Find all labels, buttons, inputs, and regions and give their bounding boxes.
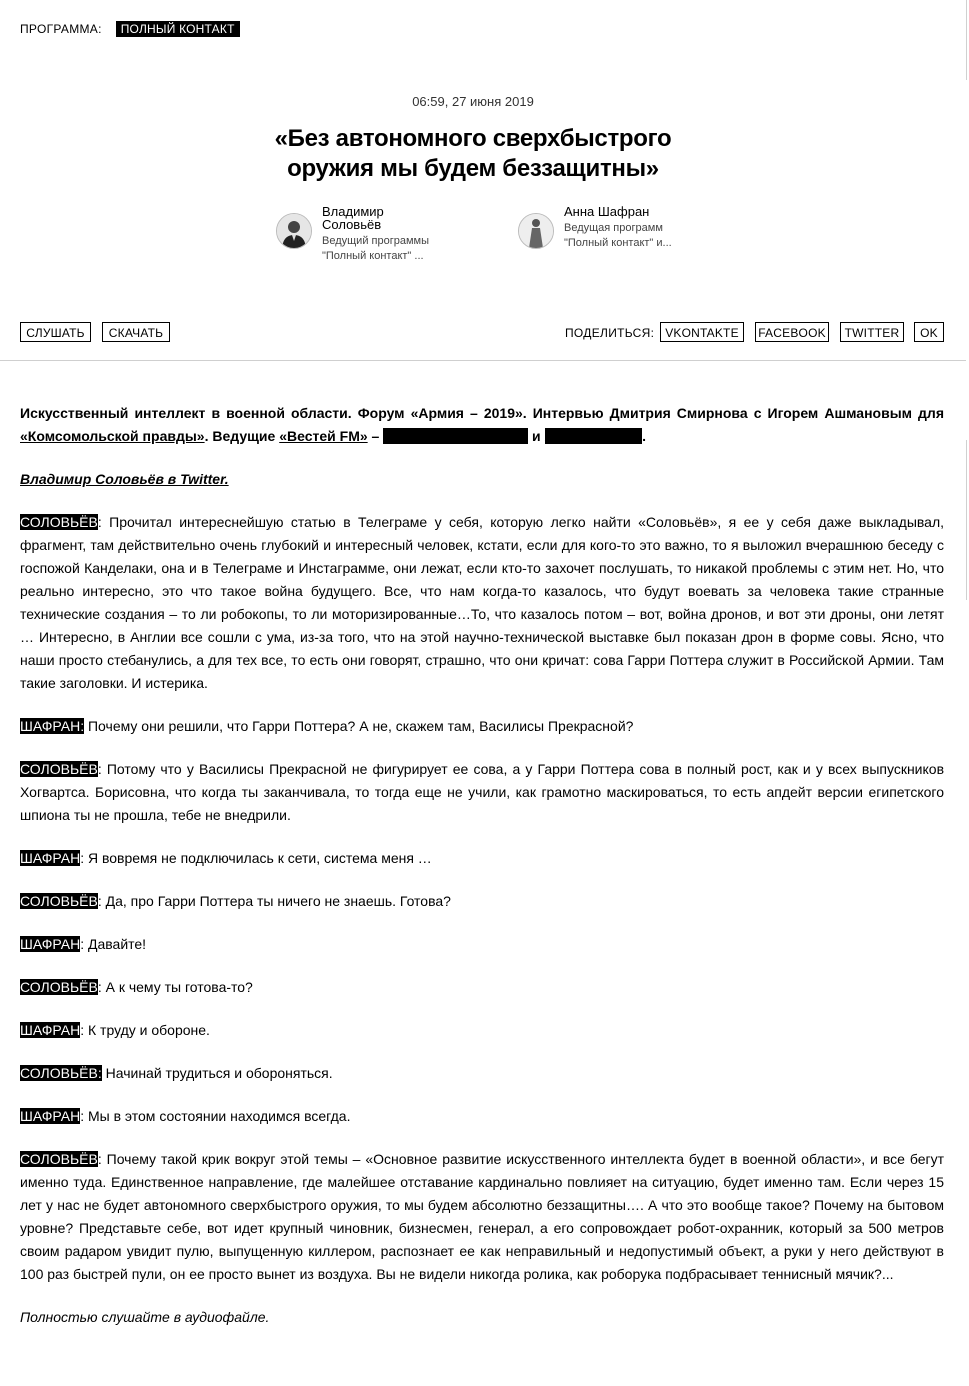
speaker-label: ШАФРАН [20, 936, 81, 952]
speaker-label: СОЛОВЬЁВ [20, 893, 98, 909]
twitter-paragraph [20, 468, 944, 491]
dialogue-paragraph [20, 758, 944, 827]
portrait-avatar-icon [518, 213, 554, 249]
speaker-separator: : [80, 936, 88, 952]
speaker-separator: : [97, 979, 106, 995]
dialogue-text: Почему они решили, что Гарри Поттера? А не, скажем там, Василисы Прекрасной? [87, 718, 634, 734]
program-name-link[interactable]: ПОЛНЫЙ КОНТАКТ [116, 21, 240, 37]
speaker-separator: : [97, 893, 106, 909]
page-edge-line [966, 440, 967, 600]
dialogue-list [20, 511, 944, 1286]
dialogue-text: А к чему ты готова-то? [105, 979, 253, 995]
author-name[interactable]: Анна Шафран [564, 204, 650, 219]
dialogue-paragraph [20, 890, 944, 913]
speaker-label: ШАФРАН [20, 1108, 81, 1124]
share-facebook-button[interactable]: FACEBOOK [755, 322, 829, 342]
dialogue-text: Да, про Гарри Поттера ты ничего не знаешь. Готова? [105, 893, 451, 909]
article-title [190, 124, 756, 184]
article-lead: Искусственный интеллект в военной области. Форум «Армия – 2019». Интервью Дмитрия Смирнова с Игорем Ашмановым для «Комсомольской правды». Ведущие «Вестей FM» – Владимир Соловьёв и Анна Шафран. [20, 405, 944, 444]
kp-link[interactable]: «Комсомольской правды» [20, 428, 205, 444]
speaker-label: СОЛОВЬЁВ [20, 514, 98, 530]
speaker-separator: : [97, 1151, 107, 1167]
dialogue-text: Начинай трудиться и обороняться. [105, 1065, 333, 1081]
speaker-separator: : [80, 1108, 88, 1124]
dialogue-paragraph [20, 847, 944, 870]
dialogue-text: Давайте! [87, 936, 147, 952]
share-twitter-button[interactable]: TWITTER [840, 322, 904, 342]
speaker-label: ШАФРАН: [20, 718, 85, 734]
speaker-label: ШАФРАН [20, 850, 81, 866]
article-title-line: «Без автономного сверхбыстрого [274, 125, 672, 152]
author-role: Ведущая программ "Полный контакт" и... [564, 222, 672, 249]
dialogue-paragraph [20, 715, 944, 738]
dialogue-text: Прочитал интереснейшую статью в Телеграме у себя, которую легко найти «Соловьёв», я ее у себя даже выкладывал, фрагмент, там действительно очень глубокий и интересный человек, кстати, если для кого-то это важно, то я выложил вчерашнюю беседу с госпожой Канделаки, она и в Телеграме и Инстаграмме, они лежат, если кто-то захочет послушать, то никакой проблемы с этим нет. Но, что реально интересно, это что такое война будущего. Все, что нам когда-то казалось, что будут воевать за человека такие странные технические создания – то ли робокопы, то ли моторизированные…То, что казалось потом – вот, война дронов, и вот эти дроны, они летят … Интересно, в Англии все сошли с ума, из-за того, что на этой научно-технической выставке был показан дрон в форме совы. Ясно, что наши просто стебанулись, а для тех все, то есть они говорят, страшно, что они кричат: сова Гарри Поттера служит в Российской Армии. Там такие заголовки. И истерика. [20, 514, 945, 691]
author-name[interactable]: Владимир Соловьёв [322, 204, 384, 232]
dialogue-paragraph [20, 511, 944, 695]
dialogue-text: Я вовремя не подключилась к сети, система меня … [87, 850, 432, 866]
dialogue-paragraph [20, 1105, 944, 1128]
dialogue-text: Почему такой крик вокруг этой темы – «Основное развитие искусственного интеллекта будет в военной области», и все бегут именно туда. Единственное направление, где малейшее отставание кардинально повлияет на ситуацию, будет именно там. Если через 15 лет у нас не будет автономного сверхбыстрого оружия, то мы будем абсолютно беззащитны…. А что это вообще такое? Почему на бытовом уровне? Представьте себе, вот идет крупный чиновник, бизнесмен, генерал, а его сопровождает робот-охранник, который за 500 метров своим радаром увидит пулю, выпущенную киллером, распознает ее как неправильный и недопустимый объект, а руки у него действуют в 100 раз быстрей пули, он ее просто вынет из воздуха. Вы не видели никогда ролика, как роборука подбрасывает теннисный мячик?... [20, 1151, 944, 1282]
twitter-link[interactable]: Владимир Соловьёв в Twitter. [20, 471, 229, 487]
share-vkontakte-button[interactable]: VKONTAKTE [660, 322, 744, 342]
program-bar [20, 21, 240, 37]
program-label: ПРОГРАММА: [20, 22, 102, 36]
speaker-label: СОЛОВЬЁВ: [20, 1065, 102, 1081]
speaker-separator: : [80, 850, 88, 866]
share-label: ПОДЕЛИТЬСЯ: [565, 326, 655, 340]
article-outro: Полностью слушайте в аудиофайле. [20, 1309, 270, 1325]
dialogue-text: К труду и обороне. [87, 1022, 210, 1038]
dialogue-paragraph [20, 1148, 944, 1286]
speaker-label: СОЛОВЬЁВ [20, 761, 98, 777]
dialogue-paragraph [20, 933, 944, 956]
speaker-separator: : [97, 514, 110, 530]
dialogue-text: Мы в этом состоянии находимся всегда. [87, 1108, 351, 1124]
article-body [20, 402, 944, 1349]
article-title-line: оружия мы будем беззащитны» [287, 155, 659, 182]
listen-button[interactable]: СЛУШАТЬ [20, 322, 91, 342]
dialogue-paragraph [20, 976, 944, 999]
speaker-separator: : [97, 761, 107, 777]
download-button[interactable]: СКАЧАТЬ [102, 322, 170, 342]
dialogue-text: Потому что у Василисы Прекрасной не фигурирует ее сова, а у Гарри Поттера сова в полный рост, как и у всех выпускников Хогвартса. Борисовна, что когда ты заканчивала, то тогда еще не учили, как грамотно маскироваться, то есть апдейт версии египетского шпиона ты не прошла, тебе не внедрили. [20, 761, 945, 823]
speaker-label: СОЛОВЬЁВ [20, 1151, 98, 1167]
speaker-label: СОЛОВЬЁВ [20, 979, 98, 995]
share-ok-button[interactable]: OK [914, 322, 944, 342]
header-divider [0, 360, 966, 361]
speaker-label: ШАФРАН [20, 1022, 81, 1038]
vesti-fm-link[interactable]: «Вестей FM» [279, 428, 368, 444]
article-datetime: 06:59, 27 июня 2019 [412, 94, 534, 109]
author-card-solovyov[interactable] [276, 205, 442, 264]
portrait-avatar-icon [276, 213, 312, 249]
speaker-separator: : [80, 1022, 88, 1038]
dialogue-paragraph [20, 1062, 944, 1085]
host-solovyov-link[interactable]: Владимир Соловьёв [383, 428, 529, 444]
author-role: Ведущий программы "Полный контакт" ... [322, 235, 429, 262]
dialogue-paragraph [20, 1019, 944, 1042]
host-shafran-link[interactable]: Анна Шафран [544, 428, 643, 444]
page-edge-line [966, 0, 967, 80]
author-card-shafran[interactable] [518, 205, 684, 251]
